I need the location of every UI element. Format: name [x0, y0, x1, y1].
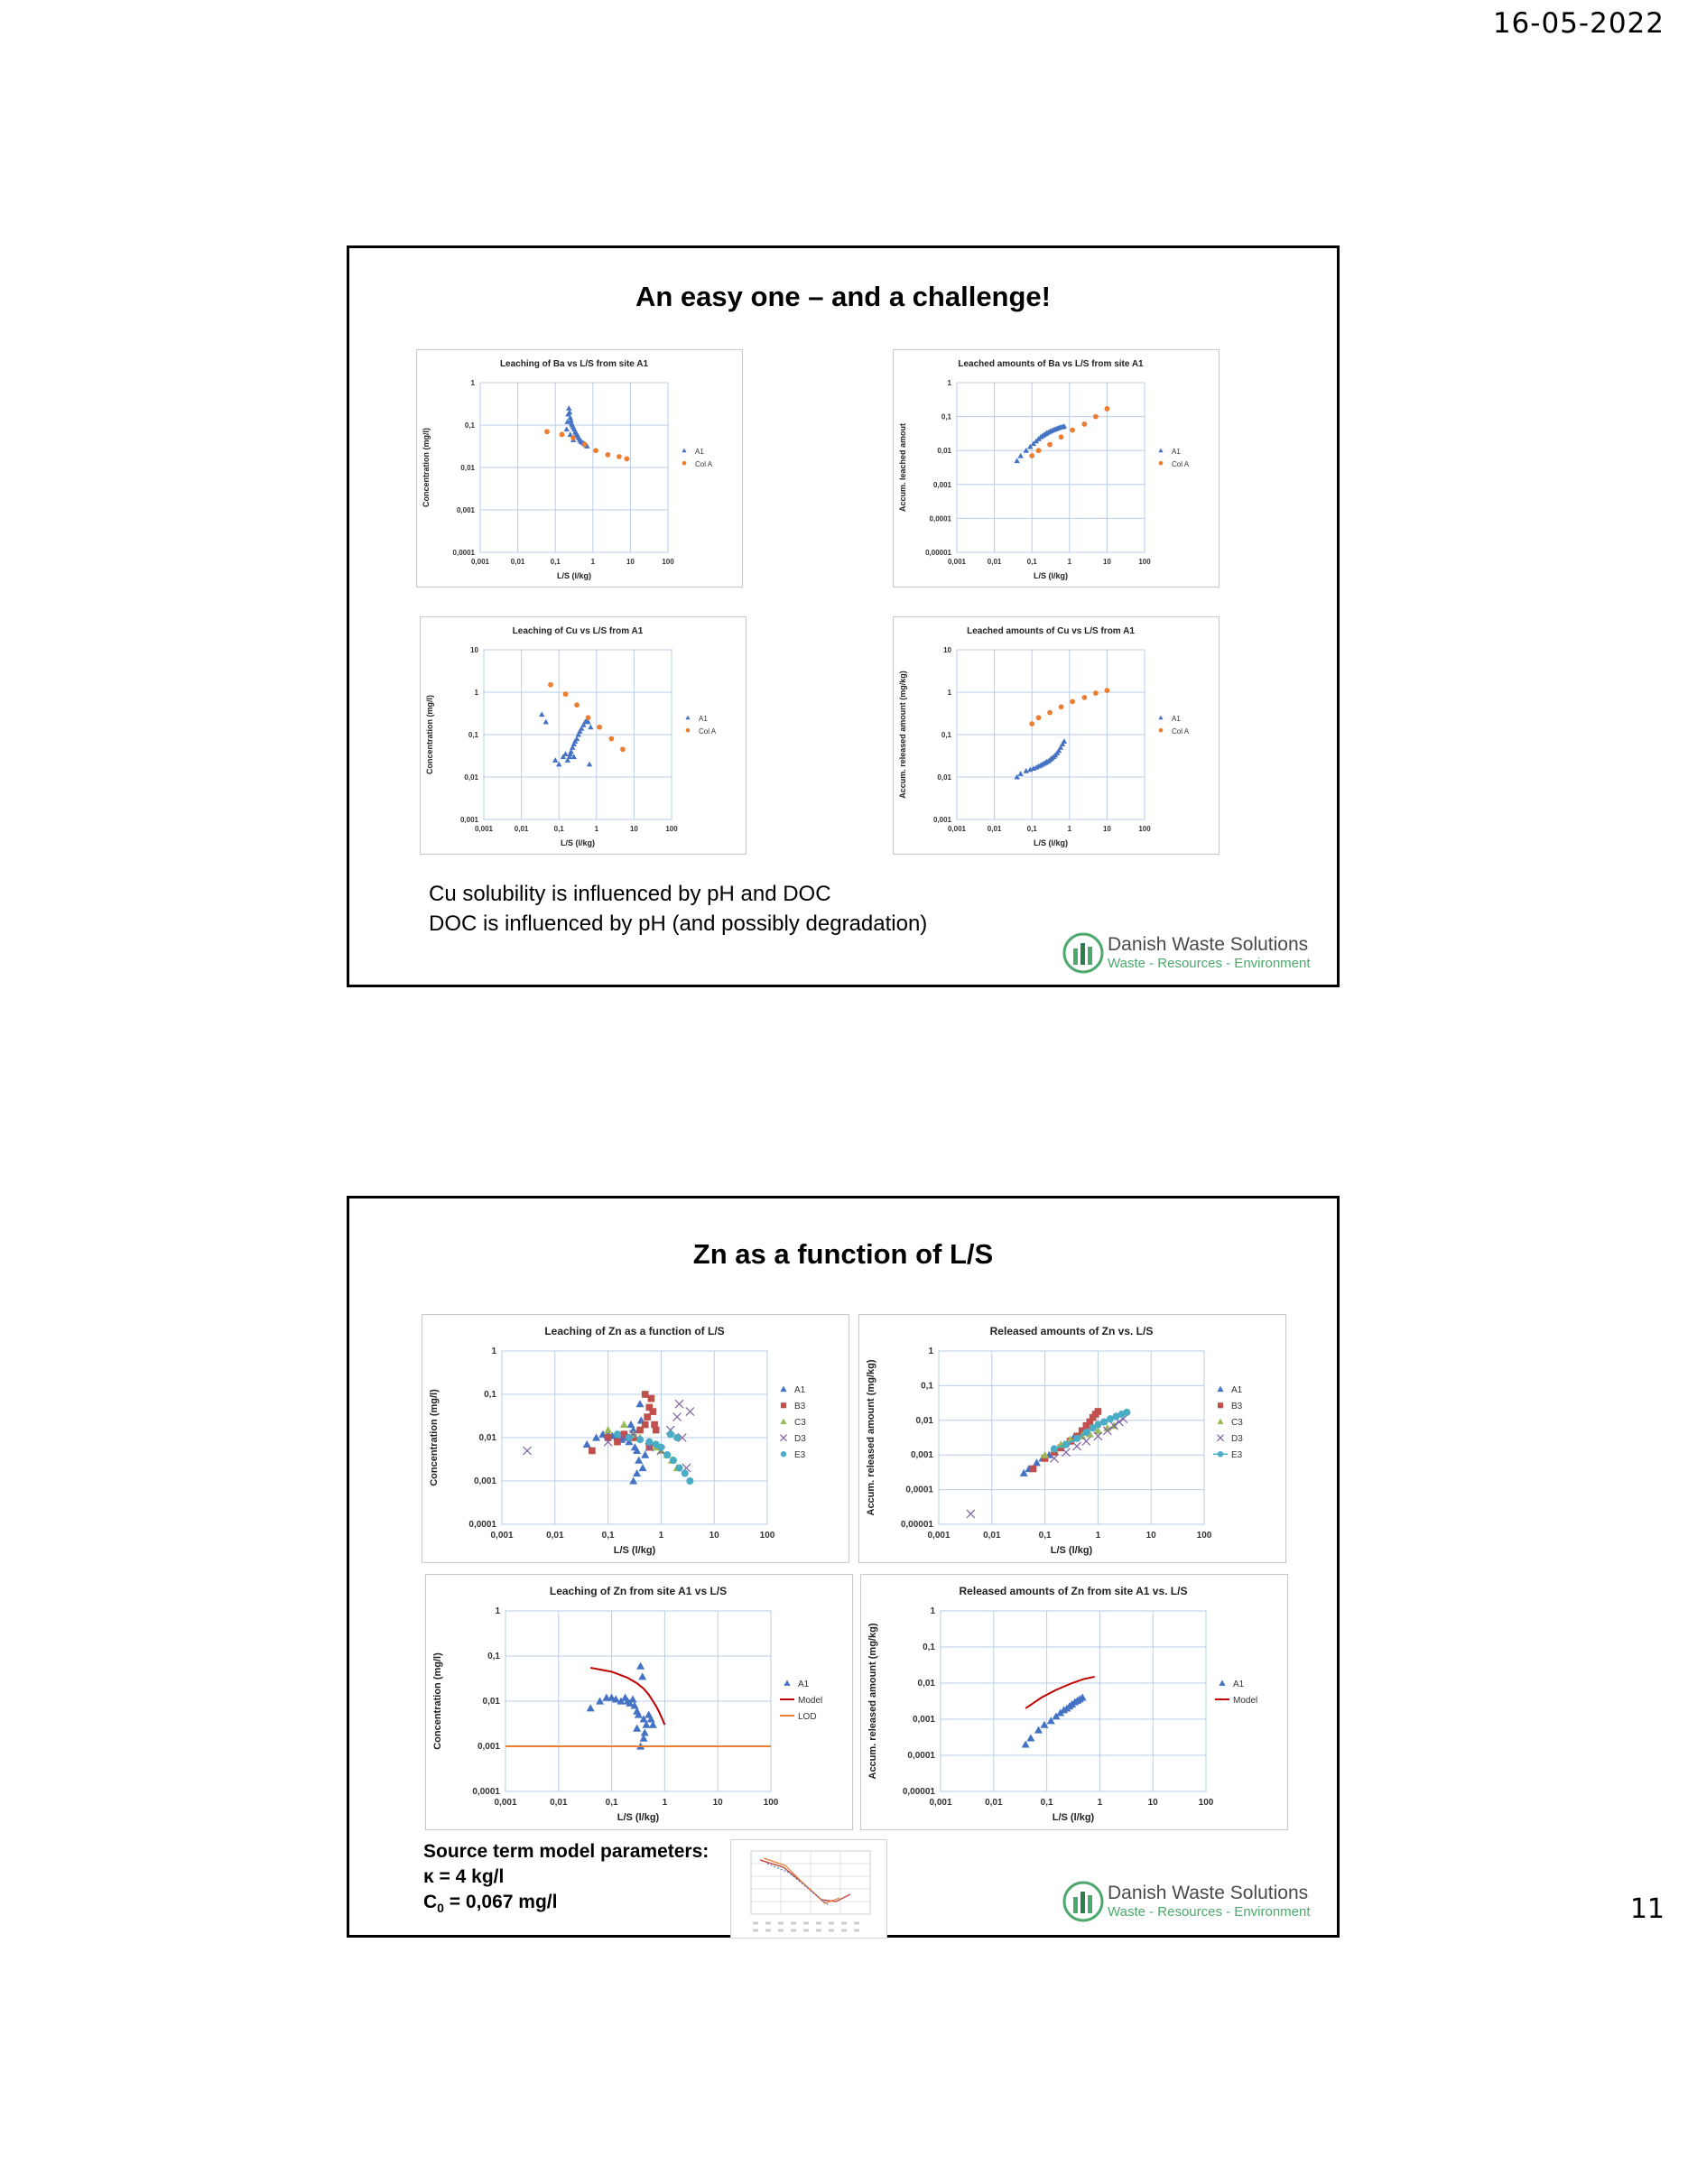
plot-area [957, 383, 1145, 552]
y-axis-label: Accum. released amount (mg/kg) [867, 1623, 878, 1780]
c6-svg [859, 1315, 1285, 1562]
logo-icon [1062, 1881, 1104, 1922]
legend-label: D3 [794, 1434, 806, 1445]
data-point [1051, 1445, 1058, 1452]
chart-title: Leaching of Zn from site A1 vs L/S [549, 1585, 728, 1597]
y-tick-label: 10 [470, 646, 478, 654]
y-tick-label: 1 [947, 379, 951, 387]
data-point [675, 1465, 682, 1472]
legend-item [1217, 1434, 1243, 1444]
data-point [649, 1408, 656, 1415]
legend-marker [1219, 1680, 1225, 1685]
legend-label: C3 [794, 1418, 806, 1429]
legend-label: A1 [1172, 715, 1181, 724]
data-point [1036, 715, 1042, 720]
y-tick-label: 0,00001 [900, 1520, 933, 1530]
y-tick-label: 0,0001 [452, 549, 475, 557]
slide-1 [347, 245, 1340, 987]
data-point [653, 1427, 660, 1434]
c2-svg [894, 350, 1219, 587]
data-point [670, 1457, 677, 1464]
x-tick-label: 10 [1102, 825, 1111, 833]
legend-item [781, 1450, 806, 1460]
x-tick-label: 100 [1138, 825, 1151, 833]
x-tick-label: 0,01 [510, 558, 525, 566]
data-point [645, 1439, 653, 1446]
legend-item [1219, 1680, 1244, 1689]
x-tick-label: 0,01 [514, 825, 529, 833]
y-tick-label: 0,00001 [925, 549, 951, 557]
y-axis-label: Concentration (mg/l) [429, 1389, 440, 1486]
legend-item [780, 1696, 822, 1706]
x-tick-label: 0,01 [546, 1531, 564, 1541]
legend-item [682, 448, 704, 456]
params-c0 [423, 1890, 709, 1920]
x-axis-label: L/S (l/kg) [1034, 571, 1068, 580]
legend-label: A1 [1231, 1385, 1243, 1396]
c4-svg [894, 617, 1219, 854]
x-tick-label: 100 [1198, 1798, 1214, 1808]
y-tick-label: 0,1 [923, 1643, 935, 1652]
y-tick-label: 0,0001 [472, 1787, 500, 1797]
slide-1-title: An easy one – and a challenge! [635, 281, 1051, 312]
c7-svg [426, 1575, 852, 1829]
y-tick-label: 0,001 [477, 1742, 500, 1752]
legend-label: B3 [1231, 1402, 1243, 1412]
y-axis-label: Concentration (mg/l) [432, 1652, 443, 1750]
x-tick-label: 100 [759, 1531, 775, 1541]
y-tick-label: 1 [491, 1346, 496, 1356]
y-tick-label: 0,1 [941, 412, 951, 421]
data-point [1093, 690, 1099, 696]
legend-item [1217, 1418, 1243, 1428]
y-tick-label: 0,1 [941, 731, 951, 739]
y-tick-label: 0,1 [484, 1390, 496, 1400]
y-tick-label: 0,001 [459, 816, 478, 824]
x-tick-label: 1 [590, 558, 596, 566]
x-tick-label: 100 [1196, 1531, 1212, 1541]
c5-svg [422, 1315, 849, 1562]
x-tick-label: 0,01 [550, 1798, 568, 1808]
slide-2-title: Zn as a function of L/S [692, 1238, 994, 1270]
chart-leaching-cu [420, 616, 747, 855]
data-point [574, 702, 580, 708]
legend-marker [682, 461, 687, 466]
y-axis-label: Concentration (mg/l) [425, 695, 434, 774]
x-tick-label: 0,001 [929, 1798, 952, 1808]
logo-name: Danish Waste Solutions [1108, 934, 1309, 955]
x-tick-label: 1 [658, 1531, 664, 1541]
legend-marker [1217, 1435, 1223, 1441]
y-tick-label: 10 [943, 646, 951, 654]
header-date: 16-05-2022 [1492, 7, 1665, 40]
chart-leached-amounts-ba [893, 349, 1220, 588]
legend-item [1159, 460, 1190, 468]
chart-leaching-zn [422, 1314, 849, 1563]
legend-item [686, 727, 717, 736]
data-point [548, 682, 553, 688]
note-line-1: Cu solubility is influenced by pH and DOC [429, 882, 831, 906]
legend-item [1218, 1402, 1243, 1411]
legend-marker [1217, 1419, 1223, 1424]
data-point [624, 457, 629, 462]
y-axis-label: Concentration (mg/l) [422, 428, 431, 507]
x-tick-label: 0,1 [1026, 825, 1037, 833]
y-tick-label: 0,1 [487, 1652, 500, 1661]
thumbnail-chart-graphic [731, 1840, 886, 1938]
data-point [560, 432, 565, 438]
legend-item [1158, 715, 1181, 723]
y-tick-label: 1 [928, 1346, 933, 1356]
params-c0-value: = 0,067 mg/l [443, 1892, 558, 1912]
legend-item [780, 1712, 817, 1722]
x-axis-label: L/S (l/kg) [613, 1545, 656, 1556]
chart-title: Released amounts of Zn vs. L/S [989, 1325, 1154, 1337]
data-point [1070, 428, 1075, 433]
data-point [1029, 453, 1034, 458]
params-kappa: κ = 4 kg/l [423, 1866, 505, 1887]
c1-svg [417, 350, 742, 587]
legend-marker [780, 1435, 786, 1441]
y-tick-label: 1 [930, 1606, 935, 1616]
legend-marker [682, 449, 686, 453]
y-tick-label: 0,01 [460, 464, 475, 472]
data-point [544, 429, 550, 434]
x-axis-label: L/S (l/kg) [617, 1812, 660, 1823]
y-tick-label: 1 [947, 689, 951, 697]
data-point [614, 1439, 621, 1446]
data-point [1070, 699, 1075, 705]
y-tick-label: 0,01 [915, 1415, 933, 1426]
x-tick-label: 1 [662, 1798, 668, 1808]
params-heading: Source term model parameters: [423, 1841, 710, 1862]
x-tick-label: 10 [1145, 1531, 1156, 1541]
c8-svg [861, 1575, 1287, 1829]
model-parameters [423, 1839, 709, 1920]
y-tick-label: 0,001 [932, 816, 951, 824]
data-point [1123, 1409, 1130, 1416]
legend-label: E3 [1231, 1450, 1243, 1461]
legend-label: A1 [695, 448, 704, 457]
legend-marker [685, 716, 690, 720]
logo-icon [1062, 932, 1104, 974]
y-axis-label: Accum. released amount (mg/kg) [866, 1359, 876, 1516]
data-point [593, 448, 598, 453]
legend-marker [1217, 1386, 1223, 1392]
data-point [667, 1430, 674, 1438]
chart-title: Leached amounts of Cu vs L/S from A1 [967, 626, 1135, 636]
x-tick-label: 1 [1095, 1531, 1101, 1541]
y-tick-label: 0,1 [468, 731, 478, 739]
y-tick-label: 0,00001 [902, 1787, 935, 1797]
data-point [1081, 695, 1087, 700]
legend-marker [781, 1402, 786, 1408]
x-tick-label: 0,01 [985, 1798, 1003, 1808]
legend-item [1215, 1696, 1257, 1706]
data-point [1059, 434, 1064, 440]
legend-item [1213, 1450, 1243, 1460]
data-point [563, 691, 569, 697]
y-tick-label: 0,01 [917, 1679, 935, 1689]
x-tick-label: 10 [712, 1798, 723, 1808]
chart-released-amounts-zn-a1 [860, 1574, 1288, 1830]
x-tick-label: 0,001 [474, 825, 494, 833]
note-line-2: DOC is influenced by pH (and possibly degradation) [429, 912, 928, 936]
legend-item [1158, 448, 1181, 456]
x-tick-label: 10 [1147, 1798, 1158, 1808]
y-tick-label: 0,01 [937, 773, 951, 782]
data-point [1073, 1435, 1081, 1442]
x-tick-label: 0,001 [490, 1531, 514, 1541]
legend-item [685, 715, 708, 723]
data-point [605, 452, 610, 458]
y-tick-label: 1 [474, 689, 478, 697]
data-point [626, 1434, 633, 1441]
legend-item [682, 460, 713, 468]
slide-2 [347, 1196, 1340, 1938]
legend-label: Col A [699, 727, 717, 736]
data-point [642, 1421, 649, 1429]
c3-svg [421, 617, 746, 854]
legend-label: D3 [1231, 1434, 1243, 1445]
y-tick-label: 0,0001 [468, 1520, 496, 1530]
data-point [1081, 421, 1087, 427]
chart-title: Released amounts of Zn from site A1 vs. L/S [959, 1585, 1188, 1597]
x-tick-label: 10 [709, 1531, 719, 1541]
x-tick-label: 1 [1067, 825, 1072, 833]
x-tick-label: 0,01 [987, 825, 1002, 833]
x-tick-label: 0,01 [983, 1531, 1001, 1541]
legend-label: B3 [794, 1402, 806, 1412]
chart-title: Leaching of Cu vs L/S from A1 [512, 626, 644, 636]
page-number: 11 [1629, 1893, 1665, 1925]
x-tick-label: 0,1 [553, 825, 564, 833]
legend-label: LOD [798, 1712, 817, 1722]
y-tick-label: 0,01 [482, 1697, 500, 1707]
y-tick-label: 0,001 [473, 1476, 496, 1486]
legend-label: A1 [1233, 1680, 1245, 1689]
data-point [648, 1395, 655, 1402]
data-point [589, 1448, 596, 1455]
chart-leaching-ba [416, 349, 743, 588]
y-tick-label: 0,01 [937, 447, 951, 456]
legend-marker [781, 1451, 786, 1457]
params-c0-sub: 0 [437, 1901, 444, 1916]
x-tick-label: 1 [1067, 558, 1072, 566]
x-tick-label: 0,001 [927, 1531, 951, 1541]
x-tick-label: 0,1 [601, 1531, 615, 1541]
y-tick-label: 0,1 [464, 421, 475, 430]
y-tick-label: 0,001 [910, 1450, 933, 1461]
legend-label: Model [798, 1696, 823, 1706]
data-point [614, 1430, 621, 1438]
legend-marker [784, 1680, 790, 1685]
legend-marker [1158, 449, 1163, 453]
data-point [586, 715, 591, 720]
legend-label: A1 [798, 1680, 810, 1689]
data-point [663, 1451, 671, 1458]
x-tick-label: 0,01 [987, 558, 1002, 566]
x-tick-label: 0,1 [1038, 1531, 1052, 1541]
legend-label: A1 [794, 1385, 806, 1396]
y-tick-label: 1 [470, 379, 475, 387]
chart-leaching-zn-a1 [425, 1574, 853, 1830]
legend-marker [1158, 716, 1163, 720]
legend-label: A1 [699, 715, 708, 724]
chart-leached-amounts-cu [893, 616, 1220, 855]
x-axis-label: L/S (l/kg) [1050, 1545, 1093, 1556]
chart-title: Leached amounts of Ba vs L/S from site A1 [958, 359, 1144, 369]
legend-label: Model [1233, 1696, 1258, 1706]
y-tick-label: 0,01 [478, 1433, 496, 1443]
legend-label: A1 [1172, 448, 1181, 457]
legend-marker [780, 1419, 786, 1424]
x-tick-label: 10 [1102, 558, 1111, 566]
x-tick-label: 0,001 [947, 558, 967, 566]
slide-1-notes [429, 879, 927, 939]
data-point [636, 1436, 644, 1443]
y-tick-label: 0,001 [456, 506, 475, 514]
x-tick-label: 0,1 [605, 1798, 618, 1808]
legend-item [780, 1434, 806, 1444]
company-logo-2 [1062, 1879, 1311, 1928]
data-point [570, 435, 576, 440]
x-axis-label: L/S (l/kg) [557, 571, 591, 580]
data-point [617, 454, 622, 459]
x-tick-label: 10 [626, 558, 635, 566]
legend-label: C3 [1231, 1418, 1243, 1429]
legend-label: Col A [1172, 727, 1190, 736]
data-point [597, 725, 602, 730]
x-tick-label: 0,1 [1040, 1798, 1053, 1808]
x-tick-label: 1 [1097, 1798, 1103, 1808]
y-tick-label: 0,01 [464, 773, 478, 782]
legend-label: Col A [695, 460, 713, 469]
x-tick-label: 0,1 [550, 558, 561, 566]
data-point [1062, 1441, 1070, 1448]
legend-item [780, 1385, 805, 1395]
data-point [1036, 448, 1042, 453]
legend-item [784, 1680, 809, 1689]
legend-marker [1218, 1451, 1223, 1457]
y-axis-label: Accum. leached amout [898, 422, 907, 513]
legend-item [781, 1402, 806, 1411]
legend-label: E3 [794, 1450, 806, 1461]
y-tick-label: 0,001 [932, 480, 951, 489]
logo-tagline: Waste - Resources - Environment [1108, 1904, 1311, 1920]
chart-released-amounts-zn [858, 1314, 1286, 1563]
data-point [1095, 1408, 1102, 1415]
legend-item [1217, 1385, 1242, 1395]
x-tick-label: 10 [629, 825, 638, 833]
x-axis-label: L/S (l/kg) [1052, 1812, 1095, 1823]
logo-name: Danish Waste Solutions [1108, 1883, 1309, 1903]
data-point [1029, 721, 1034, 726]
data-point [1059, 704, 1064, 709]
x-tick-label: 1 [594, 825, 599, 833]
legend-marker [1218, 1402, 1223, 1408]
legend-marker [780, 1386, 786, 1392]
chart-title: Leaching of Ba vs L/S from site A1 [499, 359, 649, 369]
legend-marker [1159, 728, 1164, 733]
logo-tagline: Waste - Resources - Environment [1108, 956, 1311, 971]
data-point [608, 736, 614, 742]
legend-item [780, 1418, 806, 1428]
data-point [1105, 406, 1110, 412]
params-c0-symbol: C [423, 1892, 438, 1912]
data-point [1082, 1429, 1090, 1436]
data-point [682, 1469, 689, 1476]
data-point [1030, 1466, 1037, 1473]
legend-marker [686, 728, 691, 733]
x-tick-label: 100 [1138, 558, 1151, 566]
chart-title: Leaching of Zn as a function of L/S [544, 1325, 725, 1337]
x-tick-label: 0,1 [1026, 558, 1037, 566]
data-point [1047, 710, 1053, 716]
legend-label: Col A [1172, 460, 1190, 469]
data-point [620, 746, 626, 752]
data-point [673, 1434, 681, 1441]
data-point [686, 1477, 693, 1485]
legend-marker [1159, 461, 1164, 466]
x-axis-label: L/S (l/kg) [1034, 838, 1068, 847]
y-tick-label: 0,0001 [905, 1485, 933, 1495]
x-tick-label: 100 [763, 1798, 779, 1808]
y-tick-label: 1 [495, 1606, 500, 1616]
data-point [582, 442, 588, 448]
y-tick-label: 0,1 [921, 1381, 933, 1392]
company-logo [1062, 930, 1311, 979]
data-point [1093, 414, 1099, 420]
x-tick-label: 100 [665, 825, 678, 833]
x-tick-label: 0,001 [470, 558, 490, 566]
x-tick-label: 100 [662, 558, 674, 566]
data-point [657, 1444, 664, 1451]
data-point [1047, 442, 1053, 448]
legend-item [1159, 727, 1190, 736]
y-tick-label: 0,0001 [929, 514, 951, 523]
x-axis-label: L/S (l/kg) [561, 838, 595, 847]
data-point [642, 1391, 649, 1398]
y-axis-label: Accum. released amount (mg/kg) [898, 671, 907, 799]
x-tick-label: 0,001 [947, 825, 967, 833]
y-tick-label: 0,001 [912, 1715, 935, 1725]
y-tick-label: 0,0001 [907, 1751, 935, 1761]
thumbnail-chart [730, 1839, 887, 1939]
data-point [1105, 688, 1110, 693]
x-tick-label: 0,001 [494, 1798, 517, 1808]
